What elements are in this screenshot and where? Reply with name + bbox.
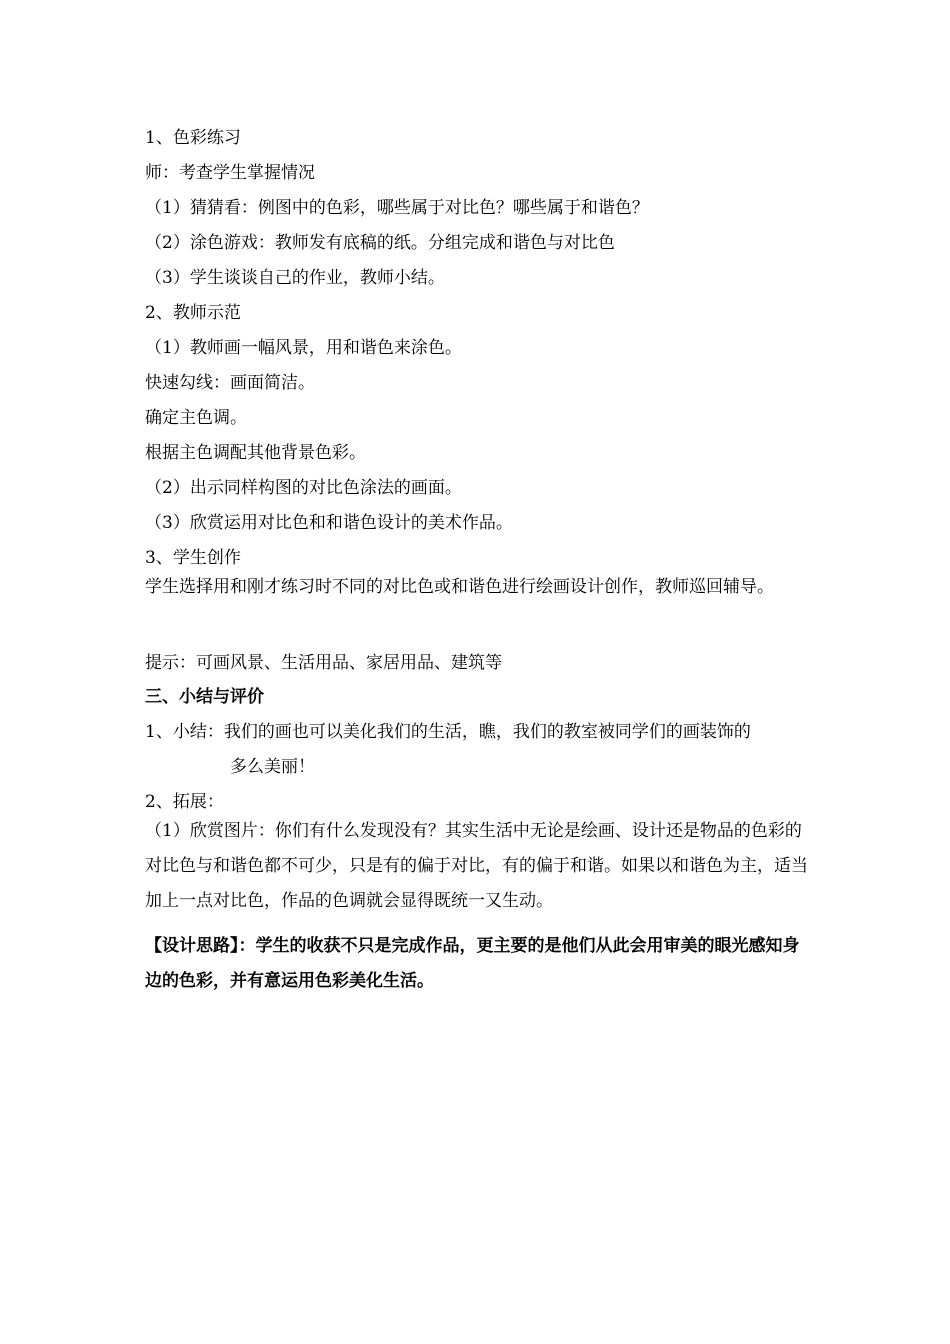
- paragraph: 提示：可画风景、生活用品、家居用品、建筑等: [145, 653, 502, 673]
- paragraph-continuation: 多么美丽！: [230, 757, 315, 777]
- paragraph: （2）出示同样构图的对比色涂法的画面。: [145, 478, 462, 498]
- paragraph: 快速勾线：画面简洁。: [145, 373, 315, 393]
- paragraph: （2）涂色游戏：教师发有底稿的纸。分组完成和谐色与对比色: [145, 233, 615, 253]
- paragraph: 学生选择用和刚才练习时不同的对比色或和谐色进行绘画设计创作，教师巡回辅导。: [145, 577, 774, 597]
- paragraph: 根据主色调配其他背景色彩。: [145, 443, 366, 463]
- heading-teacher-demo: 2、教师示范: [145, 303, 241, 323]
- paragraph: （1）教师画一幅风景，用和谐色来涂色。: [145, 338, 462, 358]
- heading-extension: 2、拓展：: [145, 792, 224, 812]
- heading-student-creation: 3、学生创作: [145, 548, 241, 568]
- paragraph: （1）猜猜看：例图中的色彩，哪些属于对比色？哪些属于和谐色？: [145, 198, 649, 218]
- section-heading-summary: 三、小结与评价: [145, 687, 264, 707]
- paragraph: （3）学生谈谈自己的作业，教师小结。: [145, 268, 445, 288]
- design-rationale: 【设计思路】：学生的收获不只是完成作品，更主要的是他们从此会用审美的眼光感知身边的色彩，并有意运用色彩美化生活。: [145, 936, 800, 991]
- paragraph: 师：考查学生掌握情况: [145, 163, 315, 183]
- heading-color-practice: 1、色彩练习: [145, 128, 241, 148]
- paragraph: （1）欣赏图片：你们有什么发现没有？其实生活中无论是绘画、设计还是物品的色彩的对比色与和谐色都不可少，只是有的偏于对比，有的偏于和谐。如果以和谐色为主，适当加上一点对比色，作品的色调就会显得既统一又生动。: [145, 821, 808, 911]
- paragraph: 1、小结：我们的画也可以美化我们的生活，瞧，我们的教室被同学们的画装饰的: [145, 722, 751, 742]
- paragraph: 确定主色调。: [145, 408, 247, 428]
- paragraph: （3）欣赏运用对比色和和谐色设计的美术作品。: [145, 513, 513, 533]
